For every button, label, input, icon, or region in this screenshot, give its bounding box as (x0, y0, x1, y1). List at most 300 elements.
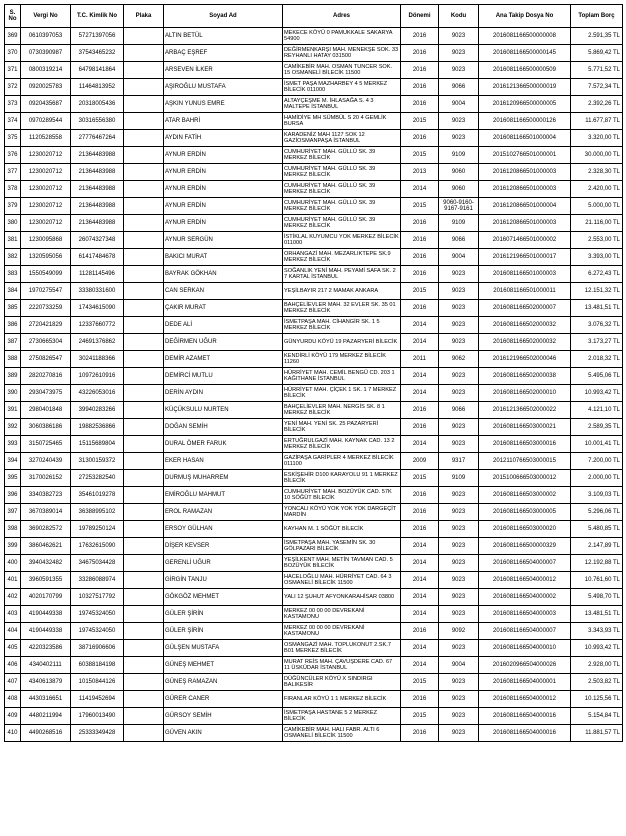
cell-soyad-ad: BAYRAK GÖKHAN (164, 266, 283, 283)
cell-sno: 370 (5, 45, 21, 62)
cell-sno: 373 (5, 96, 21, 113)
cell-plaka (124, 555, 164, 572)
cell-plaka (124, 232, 164, 249)
cell-soyad-ad: ÇAKIR MURAT (164, 300, 283, 317)
cell-plaka (124, 96, 164, 113)
cell-plaka (124, 45, 164, 62)
cell-toplam-borc: 2.147,89 TL (571, 538, 623, 555)
table-row (5, 147, 623, 164)
cell-kodu: 9023 (439, 368, 479, 385)
cell-toplam-borc: 3.173,27 TL (571, 334, 623, 351)
cell-plaka (124, 113, 164, 130)
cell-sno: 392 (5, 419, 21, 436)
cell-plaka (124, 538, 164, 555)
cell-vergi-no: 1230020712 (21, 181, 71, 198)
cell-soyad-ad: GÜNEŞ RAMAZAN (164, 674, 283, 691)
cell-adres: İSTİKLAL KUYUMCU YOK MERKEZ BİLECİK 011000 (283, 232, 401, 249)
cell-plaka (124, 28, 164, 45)
cell-tc-kimlik-no: 60388184198 (71, 657, 124, 674)
cell-vergi-no: 3340382723 (21, 487, 71, 504)
cell-vergi-no: 0970289544 (21, 113, 71, 130)
cell-donemi: 2016 (401, 28, 439, 45)
cell-sno: 378 (5, 181, 21, 198)
cell-soyad-ad: AŞKIN YUNUS EMRE (164, 96, 283, 113)
cell-tc-kimlik-no: 21364483988 (71, 215, 124, 232)
table-row (5, 657, 623, 674)
table-row (5, 623, 623, 640)
cell-toplam-borc: 12.192,88 TL (571, 555, 623, 572)
cell-tc-kimlik-no: 30241188366 (71, 351, 124, 368)
cell-donemi: 2014 (401, 657, 439, 674)
cell-adres: HÜRRİYET MAH. CEMİL BENGÜ CD. 203 1 KAĞITHANE İSTANBUL (283, 368, 401, 385)
cell-adres: BAHÇELİEVLER MAH. 32 EVLER SK. 35 01 MERKEZ BİLECİK (283, 300, 401, 317)
cell-plaka (124, 487, 164, 504)
cell-vergi-no: 3060386186 (21, 419, 71, 436)
cell-adres: HAMİDİYE MH SÜMBÜL S 20 4 GEMLİK BURSA (283, 113, 401, 130)
cell-donemi: 2009 (401, 453, 439, 470)
cell-soyad-ad: ARSEVEN İLKER (164, 62, 283, 79)
cell-soyad-ad: EMİROĞLU MAHMUT (164, 487, 283, 504)
cell-adres: YENİ MAH. YENİ SK. 25 PAZARYERİ BİLECİK (283, 419, 401, 436)
cell-toplam-borc: 11.881,57 TL (571, 725, 623, 742)
cell-plaka (124, 368, 164, 385)
cell-sno: 408 (5, 691, 21, 708)
cell-donemi: 2016 (401, 62, 439, 79)
cell-vergi-no: 4480211994 (21, 708, 71, 725)
cell-sno: 387 (5, 334, 21, 351)
cell-adres: ORHANGAZİ MAH. MEZARLIKTEPE SK.9 MERKEZ BİLECİK (283, 249, 401, 266)
cell-vergi-no: 4020170799 (21, 589, 71, 606)
cell-tc-kimlik-no: 10972610916 (71, 368, 124, 385)
cell-kodu: 9092 (439, 623, 479, 640)
cell-soyad-ad: AYNUR ERDİN (164, 181, 283, 198)
cell-plaka (124, 62, 164, 79)
table-row (5, 538, 623, 555)
cell-plaka (124, 249, 164, 266)
cell-plaka (124, 385, 164, 402)
cell-ana-takip-dosya-no: 2016120966500000005 (479, 96, 571, 113)
cell-donemi: 2016 (401, 79, 439, 96)
cell-toplam-borc: 7.572,34 TL (571, 79, 623, 96)
cell-plaka (124, 215, 164, 232)
cell-donemi: 2016 (401, 419, 439, 436)
cell-kodu: 9023 (439, 572, 479, 589)
cell-ana-takip-dosya-no: 2016081166503000016 (479, 436, 571, 453)
cell-adres: GÜNYURDU KÖYÜ 19 PAZARYERİ BİLECİK (283, 334, 401, 351)
cell-adres: ERTUĞRULGAZİ MAH. KAYNAK CAD. 13 2 MERKEZ BİLECİK (283, 436, 401, 453)
cell-donemi: 2014 (401, 334, 439, 351)
cell-ana-takip-dosya-no: 2016081166502000007 (479, 300, 571, 317)
cell-kodu: 9004 (439, 96, 479, 113)
cell-soyad-ad: ERSOY GÜLHAN (164, 521, 283, 538)
cell-kodu: 9066 (439, 79, 479, 96)
cell-ana-takip-dosya-no: 2016120866501000004 (479, 198, 571, 215)
cell-soyad-ad: GÜLŞEN MUSTAFA (164, 640, 283, 657)
cell-ana-takip-dosya-no: 2016081166500000145 (479, 45, 571, 62)
cell-tc-kimlik-no: 10327517792 (71, 589, 124, 606)
cell-kodu: 9060 (439, 164, 479, 181)
cell-toplam-borc: 2.392,26 TL (571, 96, 623, 113)
cell-sno: 391 (5, 402, 21, 419)
cell-kodu: 9062 (439, 351, 479, 368)
cell-tc-kimlik-no: 17632615090 (71, 538, 124, 555)
cell-kodu: 9023 (439, 419, 479, 436)
cell-kodu: 9066 (439, 232, 479, 249)
header-adres: Adres (283, 5, 401, 28)
header-soyad-ad: Soyad Ad (164, 5, 283, 28)
cell-adres: İSMETPAŞA HASTANE 5 2 MERKEZ BİLECİK (283, 708, 401, 725)
cell-toplam-borc: 2.928,00 TL (571, 657, 623, 674)
cell-kodu: 9023 (439, 334, 479, 351)
cell-adres: DEĞİRMENKARŞI MAH. MENEKŞE SOK. 33 REYHANLI HATAY 031500 (283, 45, 401, 62)
cell-sno: 386 (5, 317, 21, 334)
cell-toplam-borc: 2.000,00 TL (571, 470, 623, 487)
cell-kodu: 9023 (439, 674, 479, 691)
cell-soyad-ad: GÜLER ŞİRİN (164, 623, 283, 640)
cell-soyad-ad: AYNUR ERDİN (164, 147, 283, 164)
cell-plaka (124, 181, 164, 198)
cell-adres: SOĞANLIK YENİ MAH. PEYAMİ SAFA SK. 2 7 KARTAL İSTANBUL (283, 266, 401, 283)
cell-ana-takip-dosya-no: 2016081166504000001 (479, 674, 571, 691)
header-donemi: Dönemi (401, 5, 439, 28)
cell-sno: 393 (5, 436, 21, 453)
cell-vergi-no: 0610397053 (21, 28, 71, 45)
cell-donemi: 2014 (401, 606, 439, 623)
cell-vergi-no: 4340613879 (21, 674, 71, 691)
cell-sno: 402 (5, 589, 21, 606)
cell-sno: 379 (5, 198, 21, 215)
cell-vergi-no: 1120528558 (21, 130, 71, 147)
cell-plaka (124, 623, 164, 640)
cell-kodu: 9023 (439, 555, 479, 572)
table-header-row (5, 5, 623, 28)
cell-adres: KENDİRLİ KÖYÜ 179 MERKEZ BİLECİK 11260 (283, 351, 401, 368)
cell-toplam-borc: 13.481,51 TL (571, 300, 623, 317)
cell-soyad-ad: EROL RAMAZAN (164, 504, 283, 521)
cell-donemi: 2015 (401, 283, 439, 300)
cell-toplam-borc: 2.591,35 TL (571, 28, 623, 45)
cell-sno: 401 (5, 572, 21, 589)
cell-ana-takip-dosya-no: 2016081166504000012 (479, 572, 571, 589)
cell-sno: 395 (5, 470, 21, 487)
cell-toplam-borc: 3.343,93 TL (571, 623, 623, 640)
cell-toplam-borc: 3.320,00 TL (571, 130, 623, 147)
table-row (5, 164, 623, 181)
cell-soyad-ad: GÜRSOY SEMİH (164, 708, 283, 725)
table-row (5, 249, 623, 266)
cell-ana-takip-dosya-no: 2016121966502000046 (479, 351, 571, 368)
cell-donemi: 2016 (401, 691, 439, 708)
cell-soyad-ad: AŞIROĞLU MUSTAFA (164, 79, 283, 96)
cell-donemi: 2014 (401, 640, 439, 657)
cell-kodu: 9060-9160-9167-9161 (439, 198, 479, 215)
cell-donemi: 2016 (401, 249, 439, 266)
cell-soyad-ad: GERENLİ UĞUR (164, 555, 283, 572)
cell-plaka (124, 419, 164, 436)
cell-plaka (124, 266, 164, 283)
cell-donemi: 2015 (401, 147, 439, 164)
cell-sno: 400 (5, 555, 21, 572)
cell-kodu: 9023 (439, 708, 479, 725)
cell-plaka (124, 504, 164, 521)
cell-ana-takip-dosya-no: 2016081166500000126 (479, 113, 571, 130)
cell-donemi: 2016 (401, 130, 439, 147)
cell-kodu: 9023 (439, 589, 479, 606)
cell-ana-takip-dosya-no: 2016020966504000026 (479, 657, 571, 674)
cell-donemi: 2014 (401, 436, 439, 453)
cell-sno: 394 (5, 453, 21, 470)
cell-tc-kimlik-no: 61417484678 (71, 249, 124, 266)
cell-soyad-ad: EKER HASAN (164, 453, 283, 470)
cell-plaka (124, 130, 164, 147)
cell-donemi: 2015 (401, 470, 439, 487)
cell-toplam-borc: 2.553,00 TL (571, 232, 623, 249)
cell-tc-kimlik-no: 21364483988 (71, 181, 124, 198)
cell-plaka (124, 317, 164, 334)
debt-table (4, 4, 623, 742)
cell-ana-takip-dosya-no: 2016081166500000329 (479, 538, 571, 555)
cell-toplam-borc: 5.480,85 TL (571, 521, 623, 538)
table-row (5, 436, 623, 453)
cell-soyad-ad: DEĞİRMEN UĞUR (164, 334, 283, 351)
cell-vergi-no: 3170026152 (21, 470, 71, 487)
table-row (5, 725, 623, 742)
cell-adres: CAMİKEBİR MAH. OSMAN TUNCER SOK. 15 OSMANELİ BİLECİK 11500 (283, 62, 401, 79)
cell-adres: HACELOĞLU MAH. HÜRRİYET CAD. 64 3 OSMANELİ BİLECİK 11500 (283, 572, 401, 589)
cell-tc-kimlik-no: 36388995102 (71, 504, 124, 521)
cell-sno: 399 (5, 538, 21, 555)
cell-vergi-no: 2820270816 (21, 368, 71, 385)
cell-soyad-ad: AYNUR ERDİN (164, 164, 283, 181)
cell-toplam-borc: 4.121,10 TL (571, 402, 623, 419)
table-row (5, 419, 623, 436)
cell-toplam-borc: 5.000,00 TL (571, 198, 623, 215)
cell-sno: 369 (5, 28, 21, 45)
cell-sno: 410 (5, 725, 21, 742)
cell-vergi-no: 1230020712 (21, 164, 71, 181)
cell-sno: 409 (5, 708, 21, 725)
cell-adres: İSMETPAŞA MAH. CİHANGİR SK. 1 5 MERKEZ BİLECİK (283, 317, 401, 334)
cell-toplam-borc: 12.151,32 TL (571, 283, 623, 300)
cell-tc-kimlik-no: 17434615090 (71, 300, 124, 317)
cell-ana-takip-dosya-no: 2016081166502000038 (479, 368, 571, 385)
cell-soyad-ad: GÜRER CANER (164, 691, 283, 708)
cell-adres: MEKECE KÖYÜ 0 PAMUKKALE SAKARYA 54900 (283, 28, 401, 45)
cell-soyad-ad: KÜÇÜKSULU NURTEN (164, 402, 283, 419)
cell-soyad-ad: DOĞAN SEMİH (164, 419, 283, 436)
cell-tc-kimlik-no: 21364483988 (71, 164, 124, 181)
cell-vergi-no: 0920435687 (21, 96, 71, 113)
cell-ana-takip-dosya-no: 2016121366500000019 (479, 79, 571, 96)
cell-donemi: 2014 (401, 538, 439, 555)
cell-vergi-no: 4220323586 (21, 640, 71, 657)
cell-toplam-borc: 10.001,41 TL (571, 436, 623, 453)
cell-ana-takip-dosya-no: 2016081166504000007 (479, 555, 571, 572)
cell-donemi: 2016 (401, 45, 439, 62)
table-row (5, 181, 623, 198)
cell-vergi-no: 2750826547 (21, 351, 71, 368)
cell-sno: 398 (5, 521, 21, 538)
cell-kodu: 9023 (439, 130, 479, 147)
cell-adres: ALTAYÇEŞME M. İHLASAĞA S. 4 3 MALTEPE İSTANBUL (283, 96, 401, 113)
cell-adres: ESKİŞEHİR D100 KARAYOLU 91 1 MERKEZ BİLECİK (283, 470, 401, 487)
cell-plaka (124, 334, 164, 351)
cell-vergi-no: 2720421829 (21, 317, 71, 334)
table-row (5, 487, 623, 504)
cell-vergi-no: 3690282572 (21, 521, 71, 538)
header-tc-kimlik-no: T.C. Kimlik No (71, 5, 124, 28)
cell-vergi-no: 2220733259 (21, 300, 71, 317)
cell-tc-kimlik-no: 57271397056 (71, 28, 124, 45)
table-row (5, 130, 623, 147)
cell-tc-kimlik-no: 10150844126 (71, 674, 124, 691)
cell-sno: 404 (5, 623, 21, 640)
table-row (5, 45, 623, 62)
cell-kodu: 9023 (439, 300, 479, 317)
cell-ana-takip-dosya-no: 2016081166503000002 (479, 487, 571, 504)
table-row (5, 300, 623, 317)
cell-tc-kimlik-no: 21364483988 (71, 147, 124, 164)
table-row (5, 708, 623, 725)
cell-vergi-no: 0800319214 (21, 62, 71, 79)
header-vergi-no: Vergi No (21, 5, 71, 28)
cell-toplam-borc: 21.116,00 TL (571, 215, 623, 232)
cell-sno: 374 (5, 113, 21, 130)
cell-ana-takip-dosya-no: 2016081166503000021 (479, 419, 571, 436)
cell-vergi-no: 3940432482 (21, 555, 71, 572)
cell-vergi-no: 4190449338 (21, 606, 71, 623)
cell-ana-takip-dosya-no: 2016081166501000003 (479, 266, 571, 283)
cell-ana-takip-dosya-no: 2016120866501000003 (479, 164, 571, 181)
cell-plaka (124, 283, 164, 300)
cell-soyad-ad: AYNUR ERDİN (164, 215, 283, 232)
cell-donemi: 2014 (401, 555, 439, 572)
table-row (5, 28, 623, 45)
cell-donemi: 2015 (401, 198, 439, 215)
cell-toplam-borc: 5.495,06 TL (571, 368, 623, 385)
cell-vergi-no: 3960591355 (21, 572, 71, 589)
cell-sno: 381 (5, 232, 21, 249)
table-row (5, 215, 623, 232)
cell-kodu: 9066 (439, 402, 479, 419)
cell-tc-kimlik-no: 34675034428 (71, 555, 124, 572)
cell-adres: KARADENİZ MAH 1127 SOK 12 GAZİOSMANPAŞA İSTANBUL (283, 130, 401, 147)
cell-ana-takip-dosya-no: 2016081166503000020 (479, 521, 571, 538)
cell-toplam-borc: 10.993,42 TL (571, 640, 623, 657)
cell-adres: İSMET PAŞA MAZHARBEY 4 5 MERKEZ BİLECİK 011000 (283, 79, 401, 96)
cell-ana-takip-dosya-no: 2016081166504000007 (479, 623, 571, 640)
cell-soyad-ad: GÜNEŞ MEHMET (164, 657, 283, 674)
cell-toplam-borc: 10.993,42 TL (571, 385, 623, 402)
table-row (5, 79, 623, 96)
cell-donemi: 2014 (401, 589, 439, 606)
cell-adres: İSMETPAŞA MAH. YASEMİN SK. 30 GÖLPAZARI BİLECİK (283, 538, 401, 555)
table-row (5, 113, 623, 130)
cell-vergi-no: 4430316651 (21, 691, 71, 708)
cell-plaka (124, 691, 164, 708)
cell-vergi-no: 1230020712 (21, 215, 71, 232)
cell-plaka (124, 402, 164, 419)
cell-ana-takip-dosya-no: 2016081166504000016 (479, 725, 571, 742)
cell-soyad-ad: ATAR BAHRİ (164, 113, 283, 130)
cell-donemi: 2016 (401, 215, 439, 232)
cell-tc-kimlik-no: 33380331600 (71, 283, 124, 300)
cell-sno: 396 (5, 487, 21, 504)
cell-tc-kimlik-no: 37543465232 (71, 45, 124, 62)
cell-toplam-borc: 5.869,42 TL (571, 45, 623, 62)
cell-soyad-ad: DİŞER KEVSER (164, 538, 283, 555)
cell-sno: 384 (5, 283, 21, 300)
cell-toplam-borc: 10.125,56 TL (571, 691, 623, 708)
table-row (5, 62, 623, 79)
cell-donemi: 2016 (401, 521, 439, 538)
header-sno: S. No (5, 5, 21, 28)
cell-donemi: 2016 (401, 232, 439, 249)
cell-kodu: 9023 (439, 521, 479, 538)
cell-kodu: 9023 (439, 725, 479, 742)
header-toplam-borc: Toplam Borç (571, 5, 623, 28)
cell-kodu: 9023 (439, 436, 479, 453)
cell-kodu: 9023 (439, 640, 479, 657)
cell-tc-kimlik-no: 38716906606 (71, 640, 124, 657)
cell-ana-takip-dosya-no: 2016081166501000011 (479, 283, 571, 300)
header-ana-takip-dosya-no: Ana Takip Dosya No (479, 5, 571, 28)
cell-donemi: 2016 (401, 487, 439, 504)
cell-kodu: 9023 (439, 691, 479, 708)
cell-vergi-no: 2930473975 (21, 385, 71, 402)
cell-tc-kimlik-no: 35461019278 (71, 487, 124, 504)
cell-kodu: 9023 (439, 317, 479, 334)
cell-sno: 403 (5, 606, 21, 623)
table-row (5, 470, 623, 487)
cell-sno: 371 (5, 62, 21, 79)
cell-tc-kimlik-no: 26074327348 (71, 232, 124, 249)
cell-donemi: 2015 (401, 674, 439, 691)
cell-ana-takip-dosya-no: 2016081166502000032 (479, 317, 571, 334)
table-row (5, 555, 623, 572)
cell-tc-kimlik-no: 19789250124 (71, 521, 124, 538)
cell-soyad-ad: DEMİRCİ MUTLU (164, 368, 283, 385)
cell-adres: YONCALI KÖYÜ YOK YOK YOK DARGEÇİT MARDİN (283, 504, 401, 521)
cell-toplam-borc: 2.018,32 TL (571, 351, 623, 368)
cell-soyad-ad: ARBAÇ EŞREF (164, 45, 283, 62)
cell-ana-takip-dosya-no: 2016121966501000017 (479, 249, 571, 266)
cell-ana-takip-dosya-no: 2012110766503000015 (479, 453, 571, 470)
cell-soyad-ad: ALTIN BETÜL (164, 28, 283, 45)
cell-kodu: 9023 (439, 113, 479, 130)
cell-sno: 397 (5, 504, 21, 521)
cell-tc-kimlik-no: 43226053016 (71, 385, 124, 402)
cell-ana-takip-dosya-no: 2016081166502000010 (479, 385, 571, 402)
cell-sno: 405 (5, 640, 21, 657)
cell-vergi-no: 4190449338 (21, 623, 71, 640)
cell-toplam-borc: 2.420,00 TL (571, 181, 623, 198)
table-row (5, 402, 623, 419)
cell-vergi-no: 1230095868 (21, 232, 71, 249)
cell-tc-kimlik-no: 30316556380 (71, 113, 124, 130)
cell-toplam-borc: 2.589,35 TL (571, 419, 623, 436)
cell-vergi-no: 3670389014 (21, 504, 71, 521)
cell-soyad-ad: AYDIN FATİH (164, 130, 283, 147)
cell-donemi: 2015 (401, 708, 439, 725)
cell-tc-kimlik-no: 11281145496 (71, 266, 124, 283)
cell-soyad-ad: AYNUR SERGÜN (164, 232, 283, 249)
cell-vergi-no: 1970275547 (21, 283, 71, 300)
cell-vergi-no: 3270240439 (21, 453, 71, 470)
cell-kodu: 9023 (439, 28, 479, 45)
cell-vergi-no: 1550549099 (21, 266, 71, 283)
table-row (5, 96, 623, 113)
